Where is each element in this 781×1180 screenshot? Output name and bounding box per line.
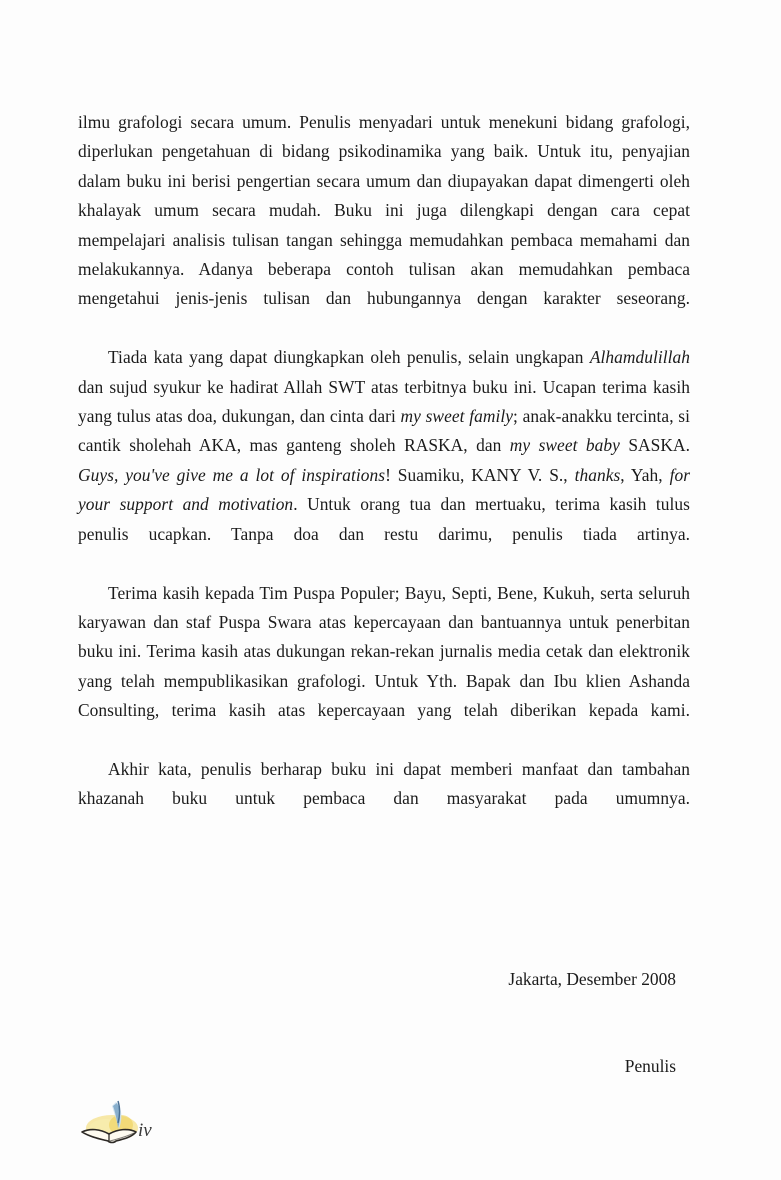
paragraph-2: Tiada kata yang dapat diungkapkan oleh penulis, selain ungkapan Alhamdulillah dan sujud syukur ke hadirat Allah SWT atas terbitnya buku ini. Ucapan terima kasih yang tulus atas doa, dukungan, dan cinta dari my sweet family; anak-anakku tercinta, si cantik sholehah AKA, mas ganteng sholeh RASKA, dan my sweet baby SASKA. Guys, you've give me a lot of inspirations! Suamiku, KANY V. S., thanks, Yah, for your support and motivation. Untuk orang tua dan mertuaku, terima kasih tulus penulis ucapkan. Tanpa doa dan restu darimu, penulis tiada artinya. bbox=[78, 347, 691, 544]
emphasis-text: Alhamdulillah bbox=[589, 347, 690, 368]
page-footer bbox=[76, 1098, 256, 1160]
emphasis-text: for your support and motivation bbox=[78, 464, 691, 515]
signature-author: Penulis bbox=[624, 1056, 676, 1076]
emphasis-text: thanks bbox=[574, 464, 621, 485]
body-text-block bbox=[78, 108, 690, 843]
emphasis-text: my sweet baby bbox=[509, 435, 620, 456]
signature-place-date: Jakarta, Desember 2008 bbox=[508, 969, 676, 989]
page-number: iv bbox=[138, 1120, 152, 1141]
emphasis-text: my sweet family bbox=[400, 406, 513, 427]
paragraph-1: ilmu grafologi secara umum. Penulis menyadari untuk menekuni bidang grafologi, diperlukan pengetahuan di bidang psikodinamika yang baik. Untuk itu, penyajian dalam buku ini berisi pengertian secara umum dan diupayakan dapat dimengerti oleh khalayak umum secara mudah. Buku ini juga dilengkapi dengan cara cepat mempelajari analisis tulisan tangan sehingga memudahkan pembaca memahami dan melakukannya. Adanya beberapa contoh tulisan akan memudahkan pembaca mengetahui jenis-jenis tulisan dan hubungannya dengan karakter seseorang. bbox=[78, 112, 690, 309]
paragraph-3: Terima kasih kepada Tim Puspa Populer; Bayu, Septi, Bene, Kukuh, serta seluruh karyawan dan staf Puspa Swara atas kepercayaan dan bantuannya untuk penerbitan buku ini. Terima kasih atas dukungan rekan-rekan jurnalis media cetak dan elektronik yang telah mempublikasikan grafologi. Untuk Yth. Bapak dan Ibu klien Ashanda Consulting, terima kasih atas kepercayaan yang telah diberikan kepada kami. bbox=[78, 582, 690, 721]
emphasis-text: Guys, you've give me a lot of inspirations bbox=[78, 464, 386, 485]
paragraph-4: Akhir kata, penulis berharap buku ini dapat memberi manfaat dan tambahan khazanah buku untuk pembaca dan masyarakat pada umumnya. bbox=[78, 758, 690, 809]
